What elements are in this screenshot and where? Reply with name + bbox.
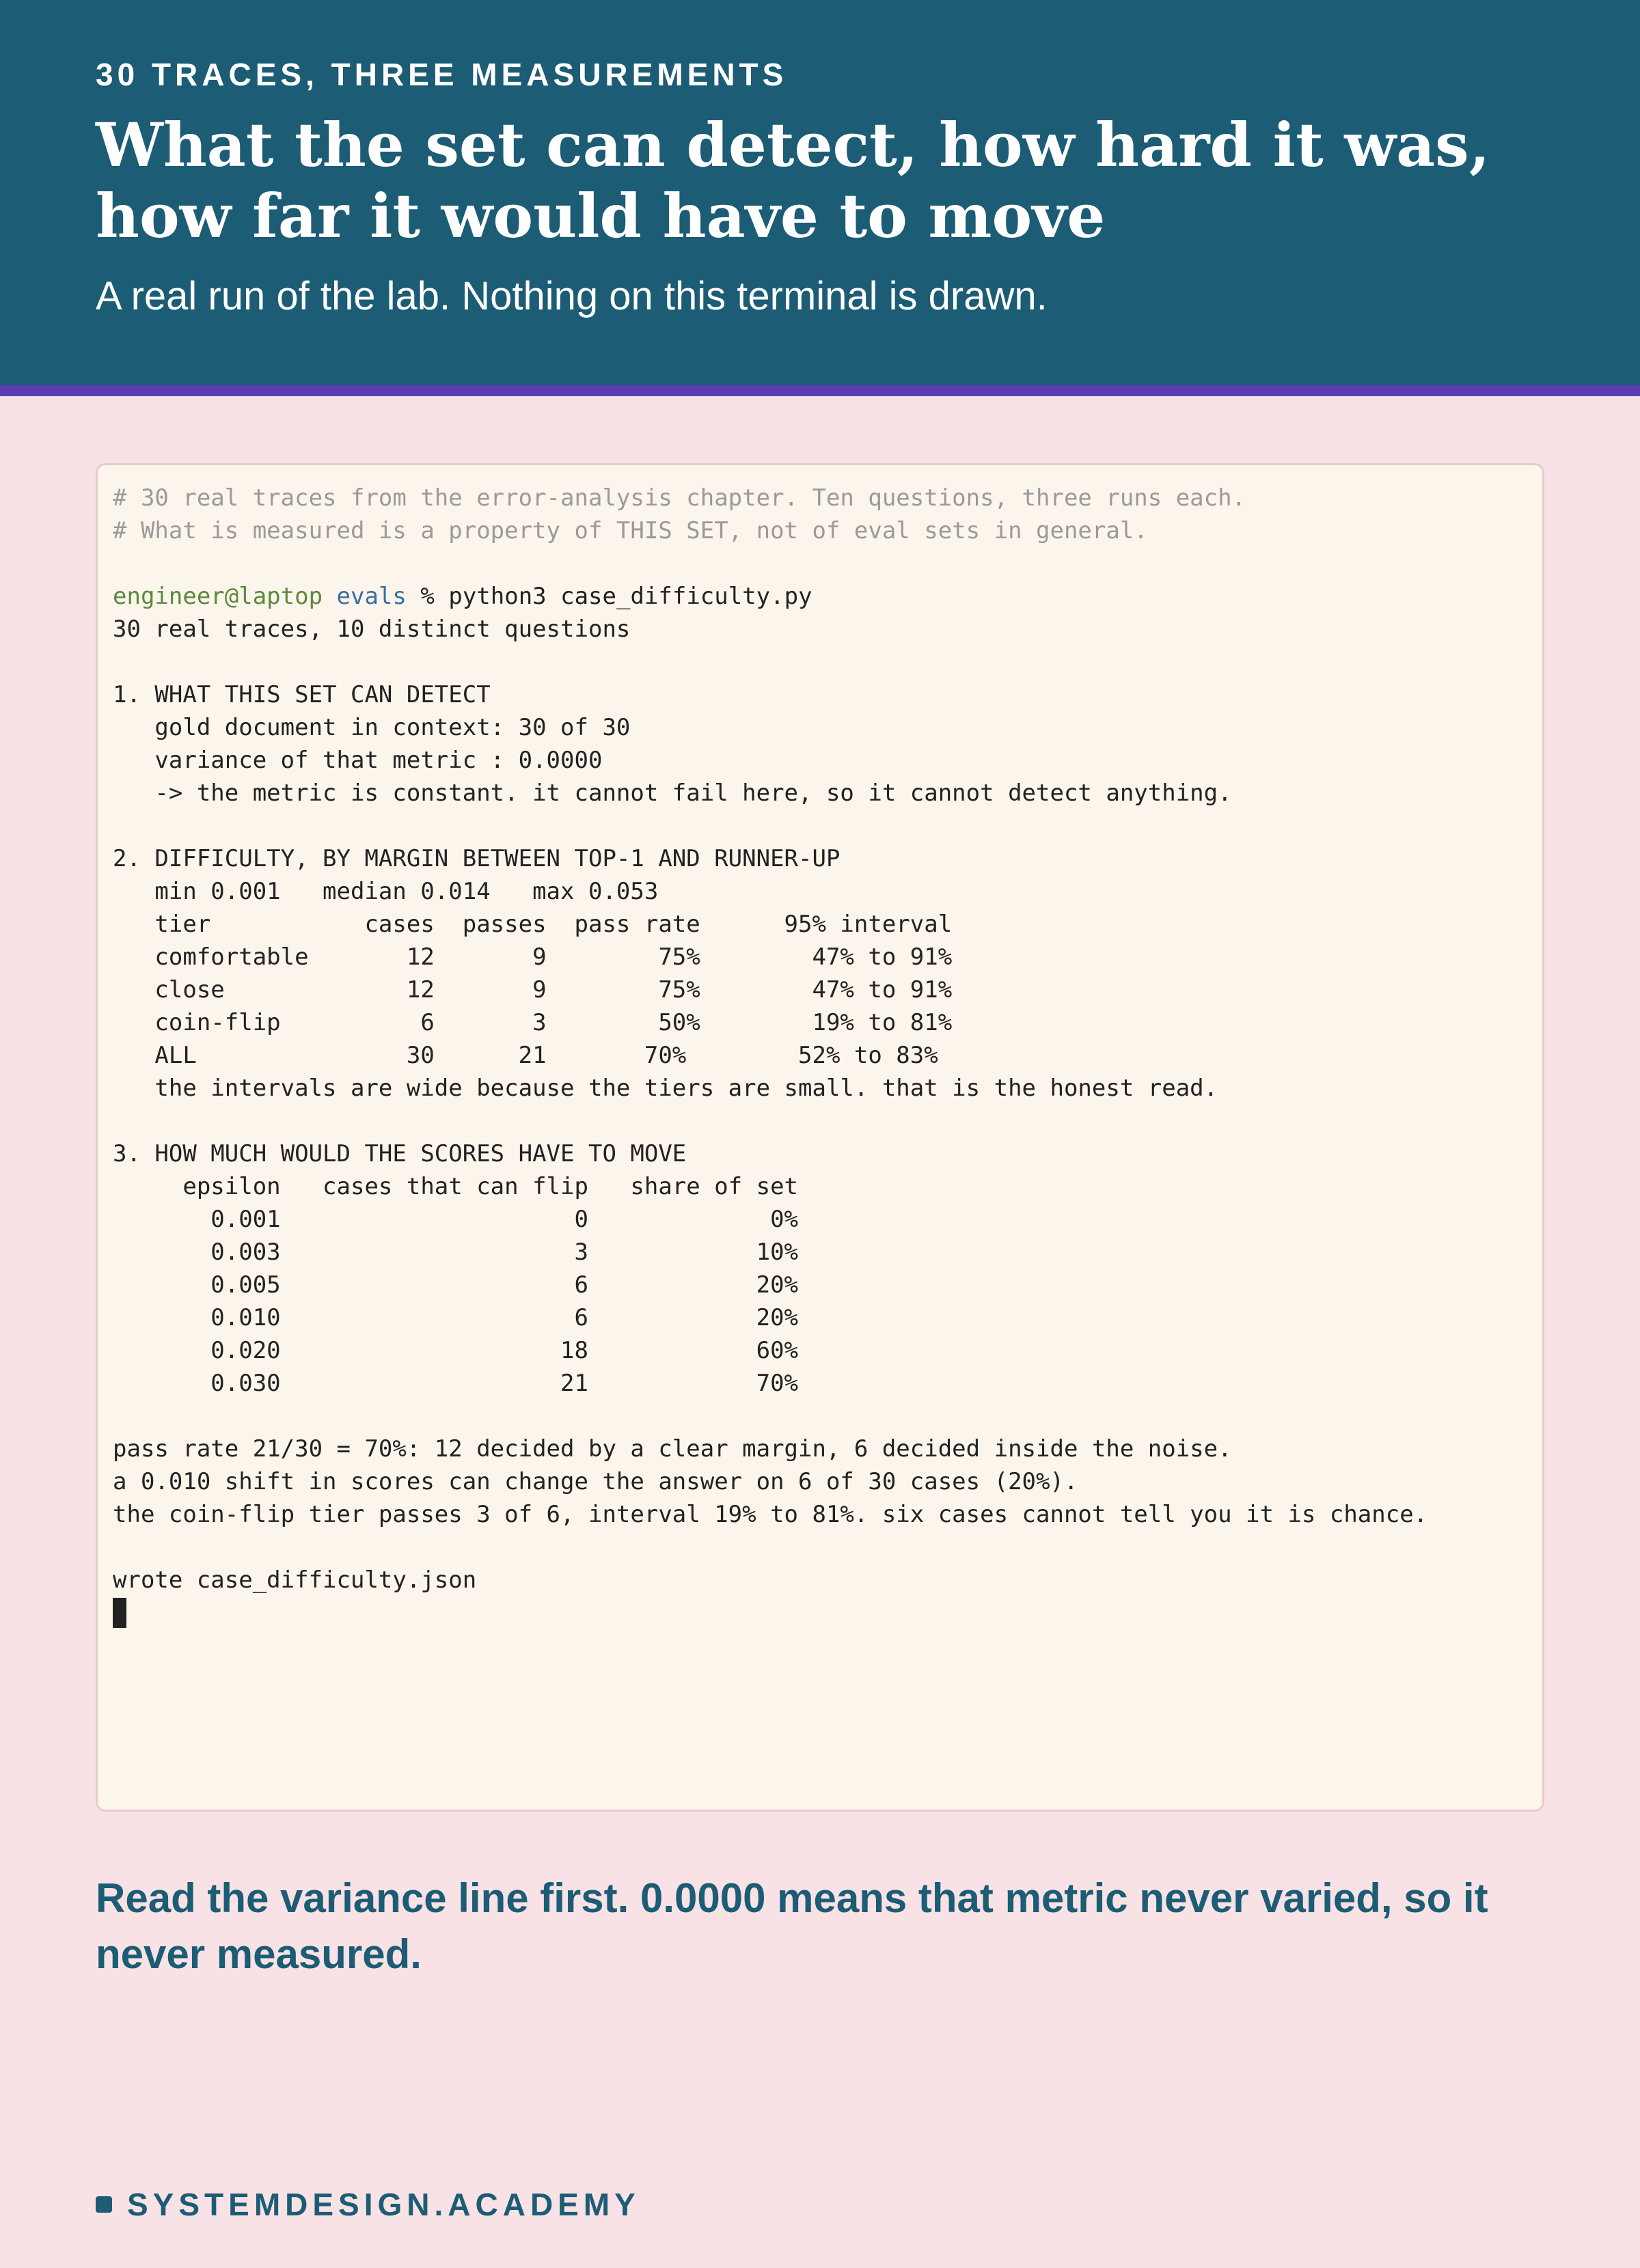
prompt-directory: evals	[336, 583, 407, 610]
terminal-output-line: 0.005 6 20%	[113, 1271, 799, 1299]
terminal-output-line: 0.003 3 10%	[113, 1239, 799, 1266]
page-subtitle: A real run of the lab. Nothing on this terminal is drawn.	[96, 274, 1048, 318]
prompt-user: engineer@laptop	[113, 583, 323, 610]
terminal-cursor-line[interactable]	[113, 1596, 1542, 1629]
terminal-output-line: 30 real traces, 10 distinct questions	[113, 616, 631, 643]
eyebrow-label: 30 TRACES, THREE MEASUREMENTS	[96, 57, 788, 92]
terminal-output-line: 0.010 6 20%	[113, 1304, 799, 1331]
terminal-output-line: 0.001 0 0%	[113, 1206, 799, 1233]
brand-square-icon	[96, 2196, 112, 2213]
terminal-output	[113, 613, 1542, 1596]
terminal-blank-line	[113, 547, 1542, 580]
terminal-output-line: epsilon cases that can flip share of set	[113, 1173, 799, 1200]
brand-mark	[96, 2186, 640, 2223]
terminal-output-line: the intervals are wide because the tiers are small. that is the honest read.	[113, 1075, 1218, 1102]
terminal-output-line: close 12 9 75% 47% to 91%	[113, 976, 953, 1004]
terminal-comment: # What is measured is a property of THIS SET, not of eval sets in general.	[113, 517, 1148, 544]
terminal-output-line: pass rate 21/30 = 70%: 12 decided by a clear margin, 6 decided inside the noise.	[113, 1435, 1232, 1463]
terminal-output-line: 0.020 18 60%	[113, 1337, 799, 1364]
terminal-output-line: min 0.001 median 0.014 max 0.053	[113, 878, 659, 905]
terminal-output-line: the coin-flip tier passes 3 of 6, interval 19% to 81%. six cases cannot tell you it is chance.	[113, 1501, 1428, 1528]
terminal-output-line: gold document in context: 30 of 30	[113, 714, 631, 741]
terminal-output-line: a 0.010 shift in scores can change the answer on 6 of 30 cases (20%).	[113, 1468, 1078, 1495]
terminal-blank-line	[113, 646, 1542, 678]
terminal-output-line: variance of that metric : 0.0000	[113, 747, 603, 774]
terminal-blank-line	[113, 1531, 1542, 1564]
page-title: What the set can detect, how hard it was, how far it would have to move	[96, 109, 1490, 251]
terminal-cursor	[113, 1598, 126, 1628]
terminal-blank-line	[113, 1400, 1542, 1433]
footnote-text: Read the variance line first. 0.0000 means that metric never varied, so it never measured.	[96, 1875, 1488, 1977]
terminal-output-line: comfortable 12 9 75% 47% to 91%	[113, 943, 953, 971]
brand-name: SYSTEMDESIGN.ACADEMY	[127, 2187, 640, 2222]
terminal-output-line: coin-flip 6 3 50% 19% to 81%	[113, 1009, 953, 1036]
prompt-command: python3 case_difficulty.py	[448, 583, 812, 610]
header-banner	[0, 0, 1640, 396]
prompt-symbol: %	[420, 583, 435, 610]
terminal-output-line: 3. HOW MUCH WOULD THE SCORES HAVE TO MOVE	[113, 1140, 687, 1167]
terminal-output-line: 2. DIFFICULTY, BY MARGIN BETWEEN TOP-1 AND RUNNER-UP	[113, 845, 840, 872]
terminal-output-line: 0.030 21 70%	[113, 1370, 799, 1397]
terminal-comment: # 30 real traces from the error-analysis chapter. Ten questions, three runs each.	[113, 484, 1246, 512]
terminal-blank-line	[113, 1105, 1542, 1137]
terminal-output-line: -> the metric is constant. it cannot fail here, so it cannot detect anything.	[113, 779, 1232, 807]
terminal-blank-line	[113, 810, 1542, 842]
terminal-output-line: 1. WHAT THIS SET CAN DETECT	[113, 681, 491, 708]
terminal-output-line: wrote case_difficulty.json	[113, 1566, 477, 1594]
terminal-output-line: ALL 30 21 70% 52% to 83%	[113, 1042, 938, 1069]
terminal-output-line: tier cases passes pass rate 95% interval	[113, 911, 953, 938]
terminal-window[interactable]	[96, 463, 1544, 1812]
terminal-prompt-line	[113, 580, 1542, 613]
